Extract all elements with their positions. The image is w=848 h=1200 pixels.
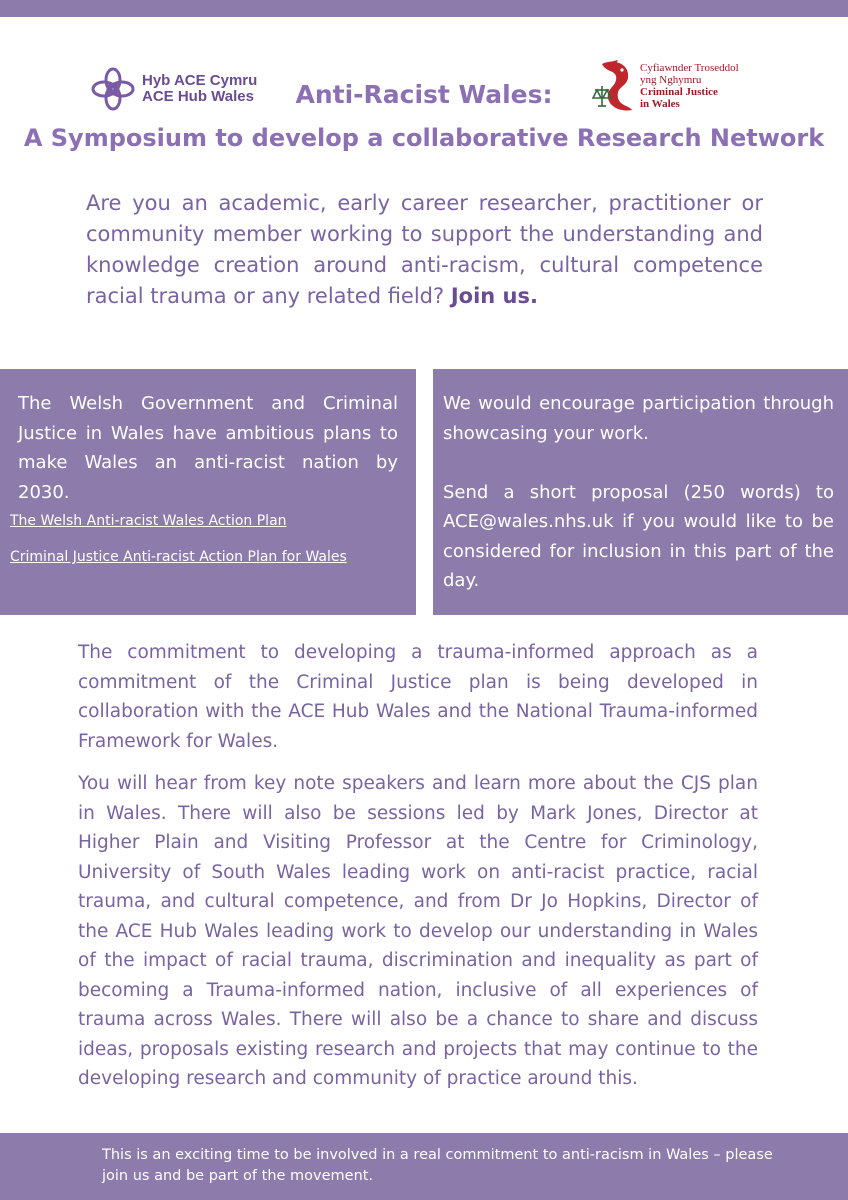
ambition-text: The Welsh Government and Criminal Justice in Wales have ambitious plans to make Wales an anti-racist nation by 2030. (18, 393, 398, 503)
participation-box (433, 369, 848, 615)
ace-logo-line2: ACE Hub Wales (142, 88, 254, 105)
intro-paragraph (86, 188, 763, 312)
footer-banner (0, 1133, 848, 1200)
welsh-action-plan-link[interactable]: The Welsh Anti-racist Wales Action Plan (10, 513, 287, 529)
ambition-box (0, 369, 416, 615)
speakers-paragraph: You will hear from key note speakers and learn more about the CJS plan in Wales. There will also be sessions led by Mark Jones, Director at Higher Plain and Visiting Professor at the Centre for Criminology, University of South Wales leading work on anti-racist practice, racial trauma, and cultural competence, and from Dr Jo Hopkins, Director of the ACE Hub Wales leading work to develop our understanding in Wales of the impact of racial trauma, discrimination and inequality as part of becoming a Trauma-informed nation, inclusive of all experiences of trauma across Wales. There will also be a chance to share and discuss ideas, proposals existing research and projects that may continue to the developing research and community of practice around this. (78, 773, 758, 1089)
body-section (78, 638, 758, 1094)
cjs-logo-line1: Cyfiawnder Troseddol (640, 62, 739, 74)
cjs-logo-line4: in Wales (640, 98, 680, 110)
intro-text: Are you an academic, early career researcher, practitioner or community member working to support the understanding and knowledge creation around anti-racism, cultural competence racial trauma or any related field? (86, 191, 763, 308)
participation-text: We would encourage participation through showcasing your work. (443, 393, 834, 444)
join-us-text: Join us. (450, 284, 538, 308)
cjs-logo-line2: yng Nghymru (640, 74, 702, 86)
page-title-line2: A Symposium to develop a collaborative Research Network (23, 124, 825, 152)
page-title-line1 (0, 80, 848, 109)
commitment-paragraph: The commitment to developing a trauma-informed approach as a commitment of the Criminal Justice plan is being developed in collaboration with the ACE Hub Wales and the National Trauma-informed Framework for Wales. (78, 642, 758, 752)
footer-text: This is an exciting time to be involved in a real commitment to anti-racism in Wales – please join us and be part of the movement. (102, 1147, 773, 1184)
cj-action-plan-link[interactable]: Criminal Justice Anti-racist Action Plan for Wales (10, 549, 347, 565)
proposal-text: Send a short proposal (250 words) to ACE@wales.nhs.uk if you would like to be considered for inclusion in this part of the day. (443, 481, 834, 591)
top-bar (0, 0, 848, 17)
cjs-logo-line3: Criminal Justice (640, 86, 718, 98)
ace-logo-line1: Hyb ACE Cymru (142, 72, 258, 89)
title-line1-text: Anti-Racist Wales: (295, 80, 553, 109)
